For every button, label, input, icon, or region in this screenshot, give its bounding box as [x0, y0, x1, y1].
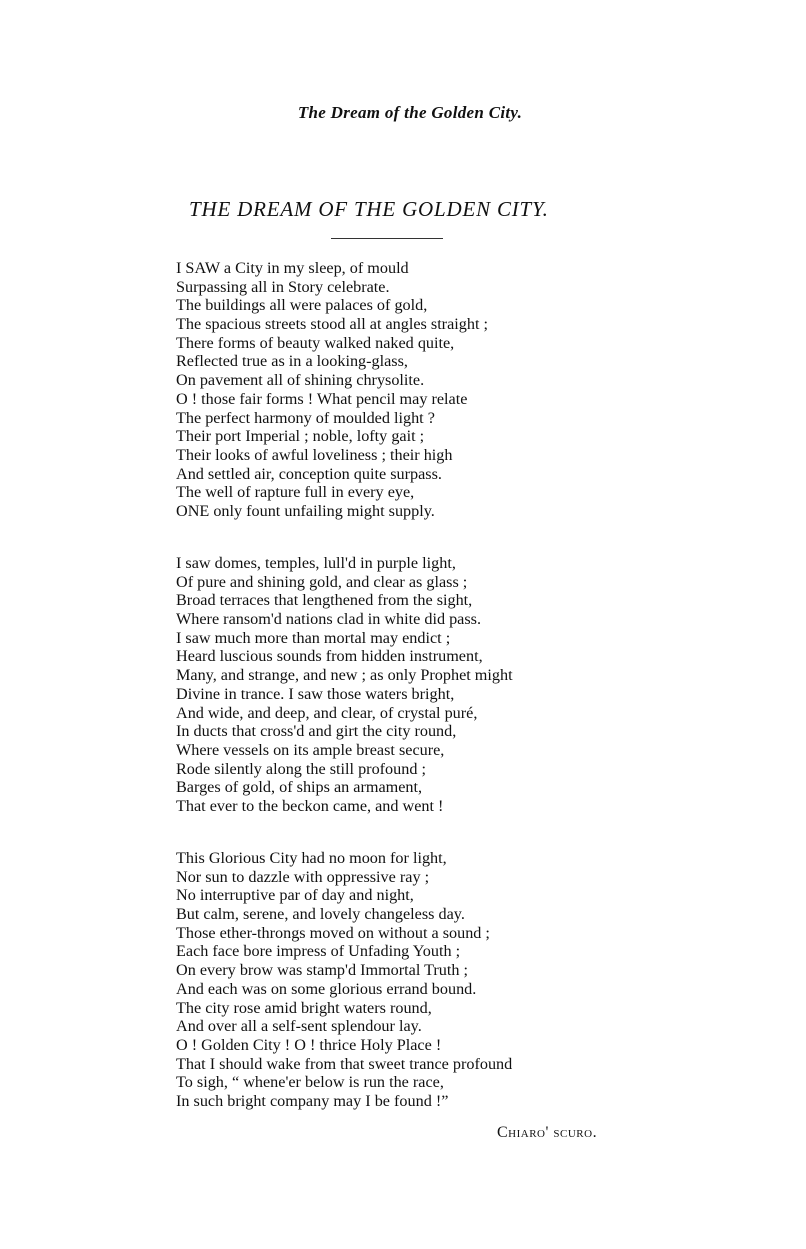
poem-line: Those ether-throngs moved on without a sound ;	[176, 923, 490, 942]
poem-line: In ducts that cross'd and girt the city round,	[176, 722, 457, 741]
poem-line: Their port Imperial ; noble, lofty gait ;	[176, 427, 425, 446]
poem-line: There forms of beauty walked naked quite,	[176, 333, 455, 352]
poem-line: O ! those fair forms ! What pencil may relate	[176, 389, 468, 408]
poem-line: The city rose amid bright waters round,	[176, 998, 432, 1017]
poem-line: On every brow was stamp'd Immortal Truth ;	[176, 961, 469, 980]
poem-line: Many, and strange, and new ; as only Prophet might	[176, 666, 513, 685]
poem-line: Where ransom'd nations clad in white did pass.	[176, 610, 482, 629]
poem-line: Nor sun to dazzle with oppressive ray ;	[176, 867, 430, 886]
poem-line: And settled air, conception quite surpass.	[176, 464, 442, 483]
poem-line: I SAW a City in my sleep, of mould	[176, 259, 409, 277]
poem-line: No interruptive par of day and night,	[176, 886, 414, 905]
poem-line: The perfect harmony of moulded light ?	[176, 408, 435, 427]
poem-line: Each face bore impress of Unfading Youth ;	[176, 942, 461, 961]
poem-line: Surpassing all in Story celebrate.	[176, 277, 390, 296]
poem-line: Heard luscious sounds from hidden instrument,	[176, 647, 483, 666]
poem-line: I saw domes, temples, lull'd in purple light,	[176, 554, 456, 572]
poem-line: The buildings all were palaces of gold,	[176, 296, 428, 315]
poem-line: Broad terraces that lengthened from the sight,	[176, 591, 473, 610]
title-rule	[331, 238, 443, 239]
poem-line: The well of rapture full in every eye,	[176, 483, 415, 502]
poem-line: On pavement all of shining chrysolite.	[176, 371, 425, 390]
poem-line: I saw much more than mortal may endict ;	[176, 628, 451, 647]
poem-line: ONE only fount unfailing might supply.	[176, 501, 435, 520]
poem-line: That ever to the beckon came, and went !	[176, 796, 444, 815]
poem-line: To sigh, “ whene'er below is run the race,	[176, 1073, 444, 1092]
poem-line: Their looks of awful loveliness ; their high	[176, 445, 453, 464]
poem-line: In such bright company may I be found !”	[176, 1091, 449, 1110]
poem-line: Of pure and shining gold, and clear as glass ;	[176, 572, 468, 591]
poem-line: But calm, serene, and lovely changeless day.	[176, 905, 465, 924]
poem-line: The spacious streets stood all at angles straight ;	[176, 315, 488, 334]
stanza-1	[176, 259, 488, 521]
poem-title: THE DREAM OF THE GOLDEN CITY.	[189, 197, 549, 221]
poem-line: Rode silently along the still profound ;	[176, 759, 426, 778]
poem-line: And over all a self-sent splendour lay.	[176, 1017, 422, 1036]
stanza-2	[176, 554, 513, 816]
poem-line: This Glorious City had no moon for light,	[176, 849, 447, 867]
stanza-3	[176, 849, 512, 1111]
poem-line: Where vessels on its ample breast secure,	[176, 740, 445, 759]
signature: Chiaro' scuro.	[497, 1124, 598, 1141]
poem-line: Reflected true as in a looking-glass,	[176, 352, 408, 371]
poem-line: That I should wake from that sweet trance profound	[176, 1054, 513, 1073]
running-head: The Dream of the Golden City.	[297, 103, 523, 122]
poem-line: O ! Golden City ! O ! thrice Holy Place !	[176, 1035, 442, 1054]
poem-line: Divine in trance. I saw those waters bright,	[176, 684, 455, 703]
poem-line: Barges of gold, of ships an armament,	[176, 778, 423, 797]
poem-line: And each was on some glorious errand bound.	[176, 979, 477, 998]
poem-line: And wide, and deep, and clear, of crystal puré,	[176, 703, 478, 722]
